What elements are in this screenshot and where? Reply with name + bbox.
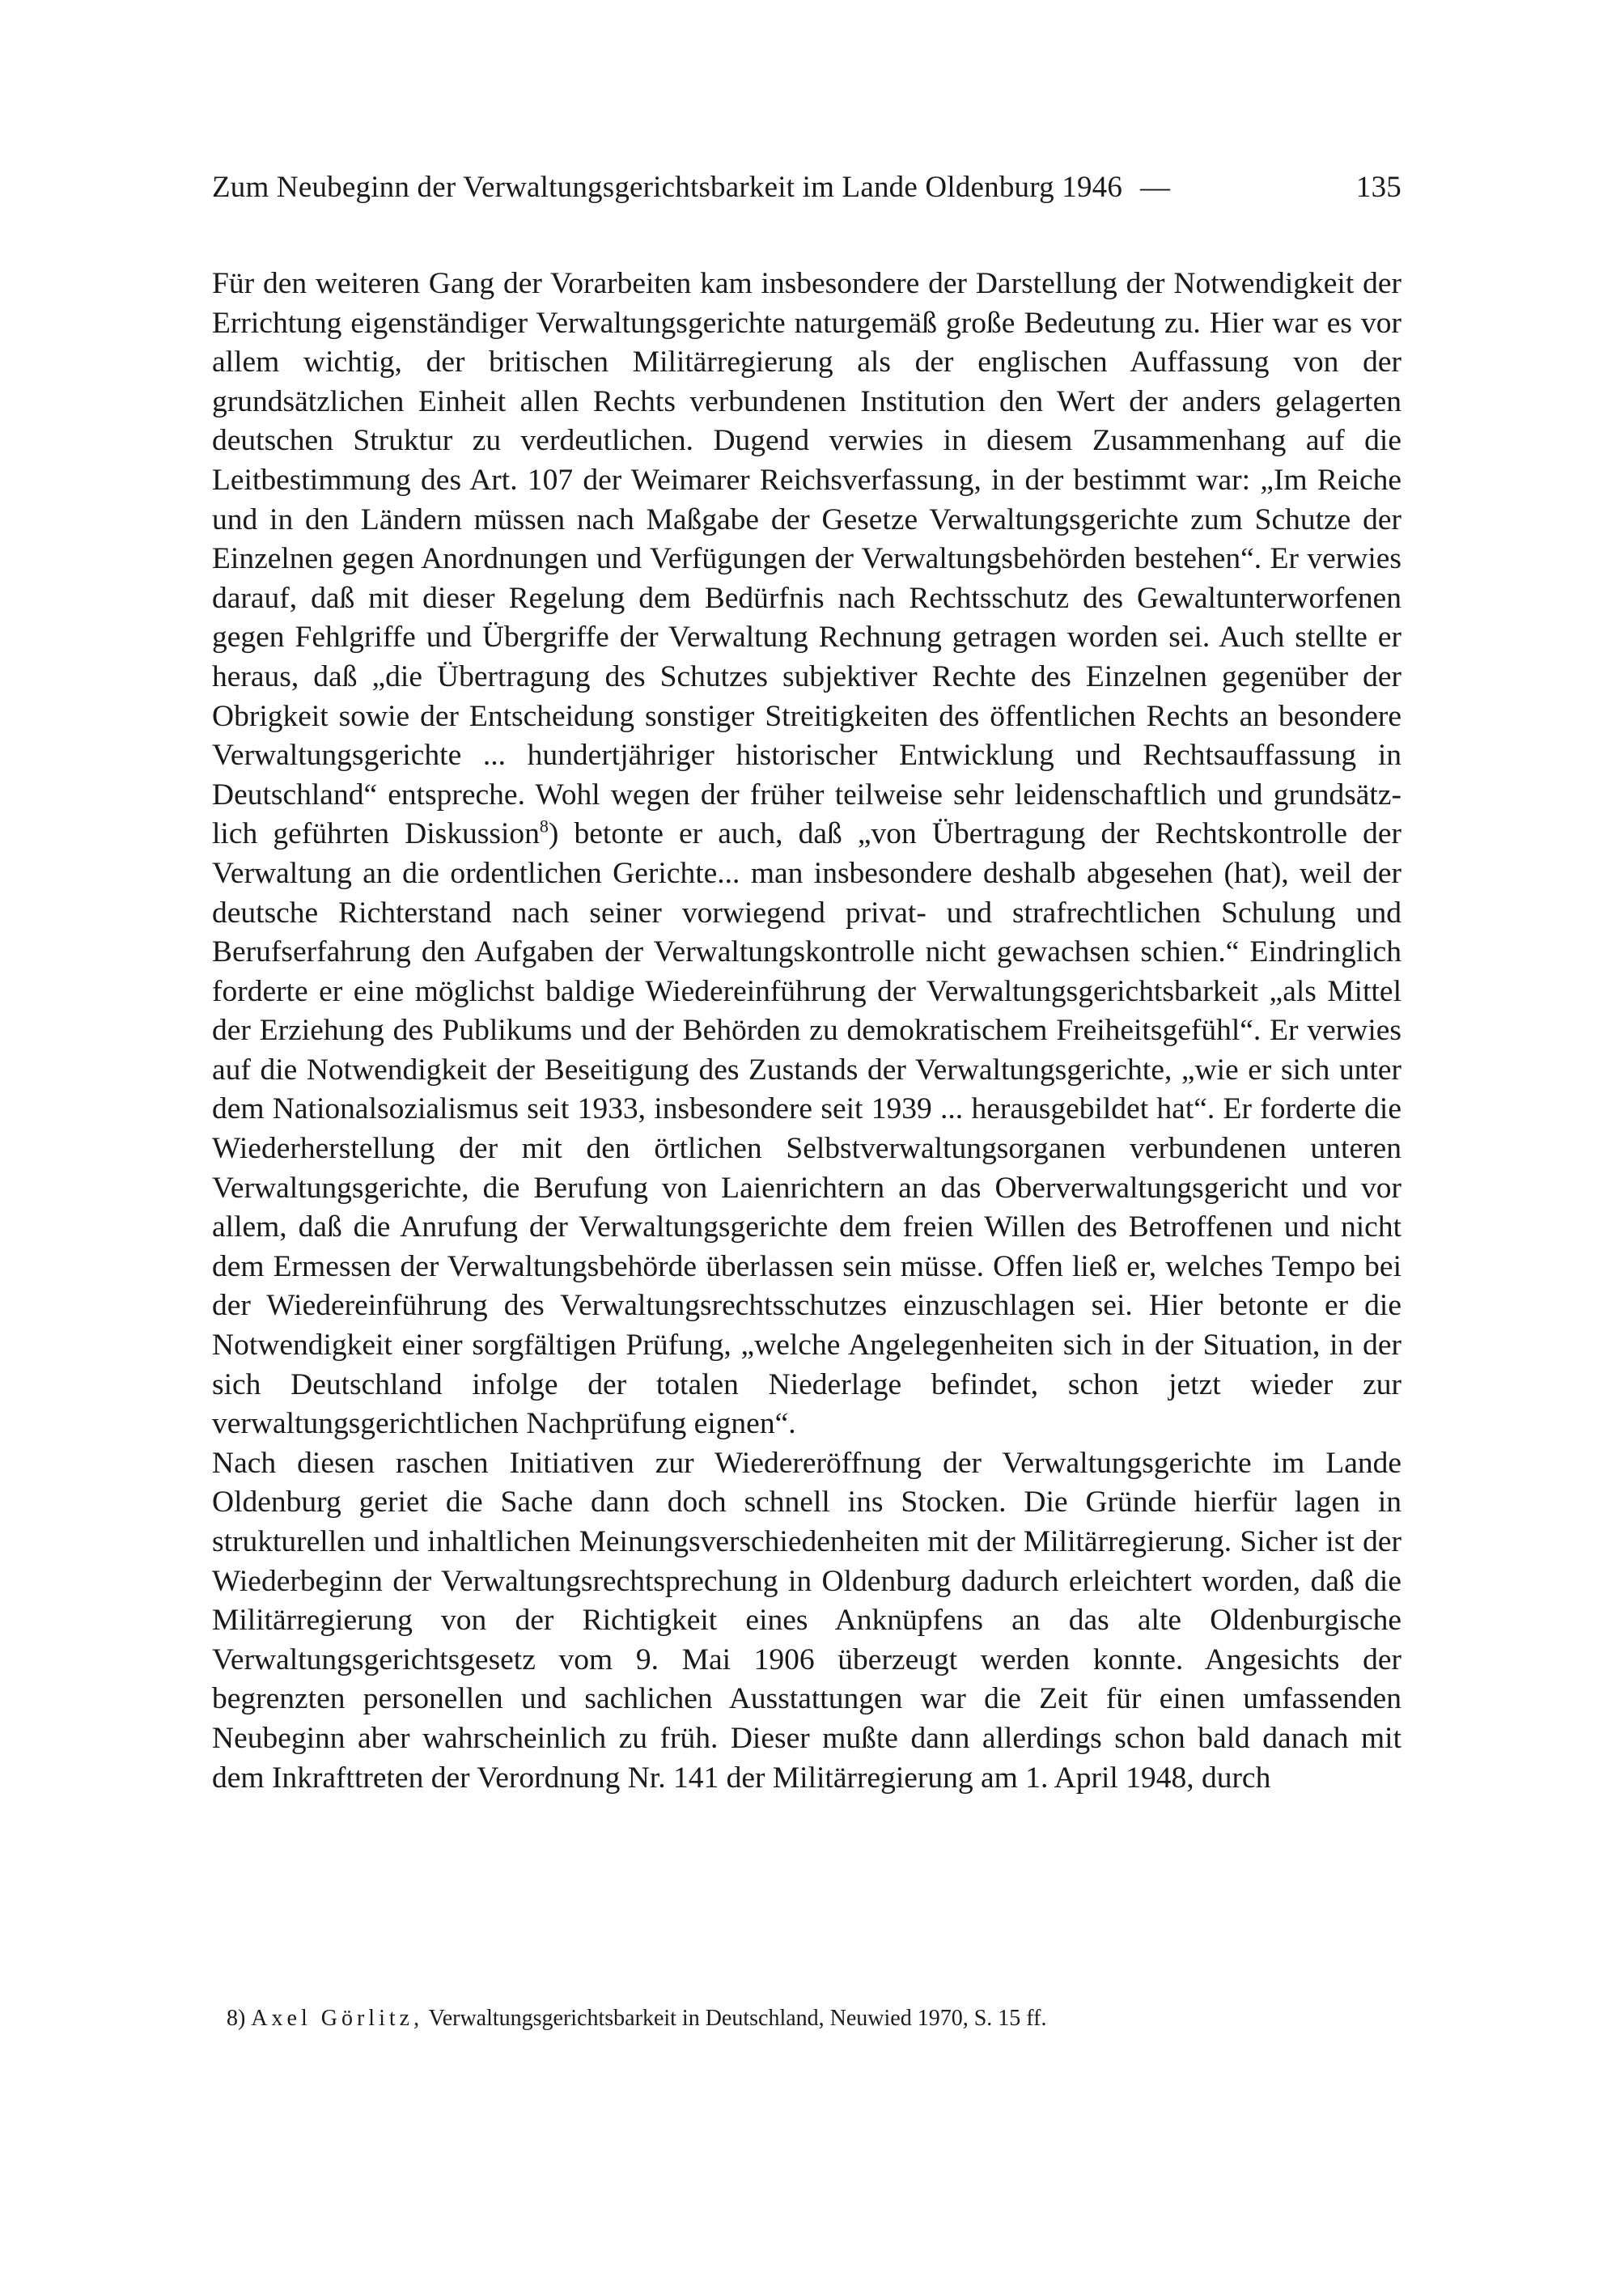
header-title: Zum Neubeginn der Verwaltungsgerichtsbarkeit im Lande Oldenburg 1946 <box>212 171 1123 204</box>
header-dash: — <box>1140 171 1171 204</box>
footnote <box>227 2003 1400 2035</box>
footnote-text: Verwaltungsgerichtsbarkeit in Deutschland, Neuwied 1970, S. 15 ff. <box>428 2006 1047 2031</box>
footnote-author: Axel Görlitz, <box>251 2006 424 2031</box>
footnote-reference: 8 <box>539 816 549 837</box>
paragraph-1-part-b: ) betonte er auch, daß „von Übertragung der Rechtskontrolle der Verwaltung an die ordentlichen Gerichte... man insbesondere deshalb abgesehen (hat), weil der deutsche Richterstand nach seiner vorwiegend privat- und strafrechtlichen Schulung und Berufserfahrung den Aufgaben der Verwaltungskontrolle nicht gewachsen schien.“ Eindringlich forderte er eine möglichst baldige Wiedereinführung der Verwaltungsgerichtsbarkeit „als Mittel der Erziehung des Publikums und der Behörden zu demokratischem Freiheitsgefühl“. Er verwies auf die Notwendigkeit der Beseitigung des Zustands der Verwaltungsgerichte, „wie er sich unter dem Nationalsozialismus seit 1933, insbesondere seit 1939 ... herausgebildet hat“. Er forderte die Wiederherstellung der mit den örtlichen Selbstverwaltungsorganen verbundenen unteren Verwaltungsgerichte, die Berufung von Laienrichtern an das Oberverwaltungsgericht und vor allem, daß die Anrufung der Verwaltungsgerichte dem freien Willen des Betroffenen und nicht dem Ermessen der Verwaltungsbehörde überlassen sein müsse. Offen ließ er, welches Tempo bei der Wiedereinführung des Verwaltungsrechtsschutzes einzuschlagen sei. Hier betonte er die Notwendigkeit einer sorgfältigen Prüfung, „welche Angelegenheiten sich in der Situation, in der sich Deutschland infolge der totalen Niederlage befindet, schon jetzt wieder zur verwaltungsgerichtlichen Nachprüfung eignen“. <box>212 817 1401 1441</box>
paragraph-1 <box>212 265 1401 1444</box>
running-header <box>212 168 1401 207</box>
page-number: 135 <box>1355 171 1401 204</box>
paragraph-2: Nach diesen raschen Initiativen zur Wiedereröffnung der Verwaltungsgerichte im Lande Oldenburg geriet die Sache dann doch schnell ins Stocken. Die Gründe hierfür lagen in strukturellen und inhaltlichen Meinungsverschiedenheiten mit der Militärregierung. Sicher ist der Wiederbeginn der Verwaltungsrechtsprechung in Oldenburg dadurch erleichtert worden, daß die Militärregierung von der Richtigkeit eines Anknüpfens an das alte Oldenburgische Verwaltungsgerichtsgesetz vom 9. Mai 1906 überzeugt werden konnte. Angesichts der begrenzten personellen und sachlichen Ausstattungen war die Zeit für einen umfassenden Neubeginn aber wahrscheinlich zu früh. Dieser mußte dann allerdings schon bald danach mit dem Inkrafttreten der Verordnung Nr. 141 der Militärregierung am 1. April 1948, durch <box>212 1446 1401 1795</box>
paragraph-1-part-a: Für den weiteren Gang der Vorarbeiten kam insbesondere der Darstellung der Notwendigkeit der Errichtung eigenständiger Verwaltungsgerichte naturgemäß große Bedeutung zu. Hier war es vor allem wichtig, der britischen Militärregierung als der englischen Auffassung von der grundsätzlichen Einheit allen Rechts verbundenen Institution den Wert der anders gelagerten deutschen Struktur zu verdeutlichen. Dugend verwies in diesem Zusammenhang auf die Leitbestimmung des Art. 107 der Weimarer Reichsverfassung, in der bestimmt war: „Im Reiche und in den Ländern müssen nach Maßgabe der Gesetze Verwaltungsgerichte zum Schutze der Einzelnen gegen Anordnungen und Verfügungen der Verwaltungsbehörden bestehen“. Er verwies darauf, daß mit dieser Regelung dem Bedürfnis nach Rechtsschutz des Gewaltunterworfenen gegen Fehlgriffe und Übergriffe der Verwaltung Rechnung getragen worden sei. Auch stellte er heraus, daß „die Übertragung des Schutzes subjektiver Rechte des Einzelnen gegenüber der Obrigkeit sowie der Entscheidung sonstiger Streitigkeiten des öffentlichen Rechts an besondere Verwaltungsgerichte ... hundertjähriger historischer Entwicklung und Rechtsauffassung in Deutschland“ entspreche. Wohl wegen der früher teilweise sehr leidenschaftlich und grundsätzlich geführten Diskussion <box>212 267 1401 851</box>
document-page <box>212 0 1401 2293</box>
body-text <box>212 265 1401 1798</box>
footnote-marker: 8) <box>227 2006 246 2031</box>
